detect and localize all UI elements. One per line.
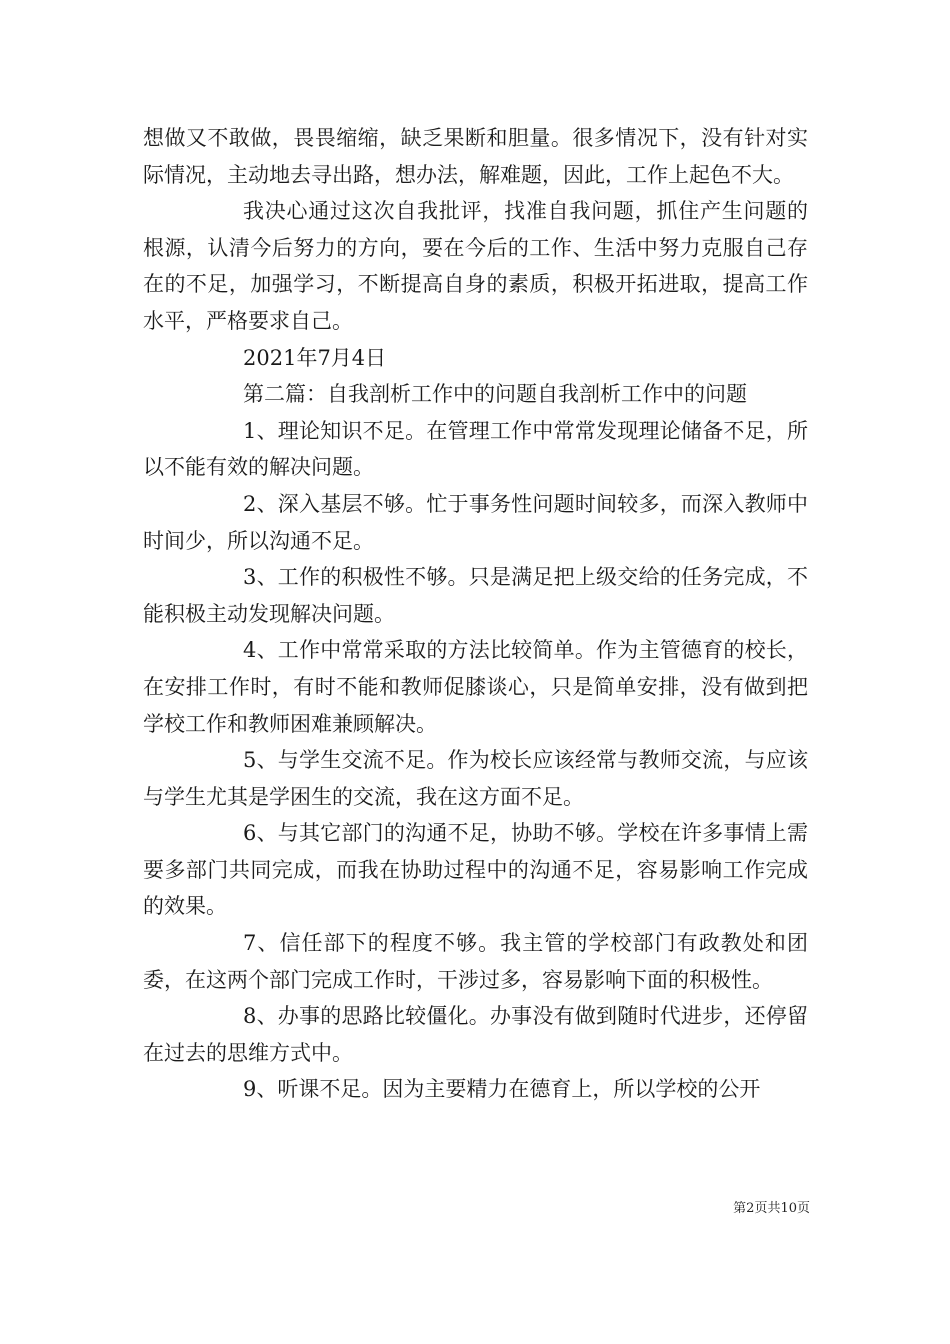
paragraph: 我决心通过这次自我批评，找准自我问题，抓住产生问题的根源，认清今后努力的方向，要在今后的工作、生活中努力克服自己存在的不足，加强学习，不断提高自身的素质，积极开拓进取，提高工作水平，严格要求自己。	[143, 199, 808, 333]
page-number: 第2页共10页	[733, 1201, 810, 1216]
list-item: 1、理论知识不足。在管理工作中常常发现理论储备不足，所以不能有效的解决问题。	[143, 418, 808, 480]
list-item: 5、与学生交流不足。作为校长应该经常与教师交流，与应该与学生尤其是学困生的交流，我在这方面不足。	[143, 748, 808, 809]
list-item: 6、与其它部门的沟通不足，协助不够。学校在许多事情上需要多部门共同完成，而我在协助过程中的沟通不足，容易影响工作完成的效果。	[143, 821, 808, 919]
list-item: 8、办事的思路比较僵化。办事没有做到随时代进步，还停留在过去的思维方式中。	[143, 1004, 808, 1065]
document-body	[143, 120, 808, 1108]
date-line: 2021年7月4日	[243, 345, 387, 370]
list-item: 3、工作的积极性不够。只是满足把上级交给的任务完成，不能积极主动发现解决问题。	[143, 565, 808, 626]
section-title: 第二篇：自我剖析工作中的问题自我剖析工作中的问题	[243, 382, 747, 407]
paragraph: 想做又不敢做，畏畏缩缩，缺乏果断和胆量。很多情况下，没有针对实际情况，主动地去寻出路，想办法，解难题，因此，工作上起色不大。	[143, 126, 808, 187]
list-item: 9、听课不足。因为主要精力在德育上，所以学校的公开	[243, 1077, 761, 1102]
list-item: 4、工作中常常采取的方法比较简单。作为主管德育的校长，在安排工作时，有时不能和教师促膝谈心，只是简单安排，没有做到把学校工作和教师困难兼顾解决。	[143, 638, 808, 736]
list-item: 7、信任部下的程度不够。我主管的学校部门有政教处和团委，在这两个部门完成工作时，干涉过多，容易影响下面的积极性。	[143, 931, 808, 992]
list-item: 2、深入基层不够。忙于事务性问题时间较多，而深入教师中时间少，所以沟通不足。	[143, 491, 808, 553]
